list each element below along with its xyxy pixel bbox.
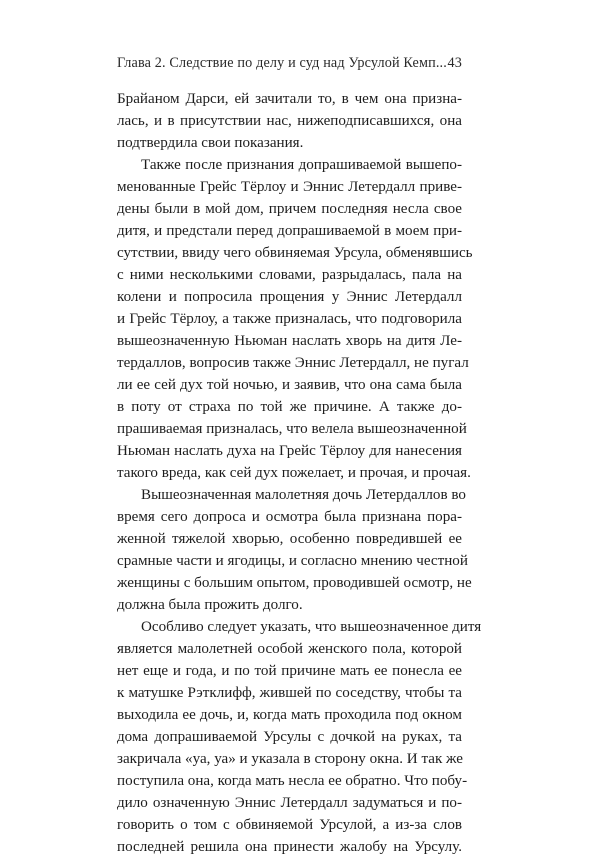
text-line: время сего допроса и осмотра была признана пора- [117,509,462,525]
running-head [117,53,462,73]
paragraph-4 [117,616,482,858]
text-line: к матушке Рэтклифф, жившей по соседству, чтобы та [117,685,462,701]
text-line: поступила она, когда мать несла ее обратно. Что побу- [117,773,468,789]
text-line: ли ее сей дух той ночью, и заявив, что она сама была [117,377,462,393]
text-line: срамные части и ягодицы, и согласно мнению честной [117,553,468,569]
text-line: вышеозначенную Ньюман наслать хворь на дитя Ле- [117,333,462,349]
text-line: дома допрашиваемой Урсулы с дочкой на руках, та [117,729,462,745]
body-text [117,88,482,858]
paragraph-3 [117,484,472,616]
page-number: 43 [447,55,462,71]
text-line: является малолетней особой женского пола, которой [117,641,462,657]
text-line: менованные Грейс Тёрлоу и Эннис Летердалл приве- [117,179,462,195]
text-line: Брайаном Дарси, ей зачитали то, в чем она призна- [117,91,462,107]
text-line: подтвердила свои показания. [117,135,304,151]
paragraph-2 [117,154,473,484]
paragraph-1 [117,88,462,154]
text-line: с ними несколькими словами, разрыдалась, пала на [117,267,462,283]
text-line: выходила ее дочь, и, когда мать проходила под окном [117,707,462,723]
chapter-title: Глава 2. Следствие по делу и суд над Урсулой Кемп... [117,55,447,71]
text-line: такого вреда, как сей дух пожелает, и прочая, и прочая. [117,465,471,481]
text-line: прашиваемая призналась, что велела вышеозначенной [117,421,467,437]
text-line: дило означенную Эннис Летердалл задуматься и по- [117,795,462,811]
text-line: Особливо следует указать, что вышеозначенное дитя [141,619,482,635]
text-line: тердаллов, вопросив также Эннис Летердалл, не пугал [117,355,469,371]
text-line: закричала «уа, уа» и указала в сторону окна. И так же [117,751,463,767]
text-line: сутствии, ввиду чего обвиняемая Урсула, обменявшись [117,245,473,261]
text-line: женщины с большим опытом, проводившей осмотр, не [117,575,472,591]
text-line: дитя, и предстали перед допрашиваемой в моем при- [117,223,462,239]
text-line: колени и попросила прощения у Эннис Летердалл [117,289,462,305]
text-line: Ньюман наслать духа на Грейс Тёрлоу для нанесения [117,443,462,459]
text-line: в поту от страха по той же причине. А также до- [117,399,462,415]
text-line: Также после признания допрашиваемой вышепо- [141,157,462,173]
text-line: лась, и в присутствии нас, нижеподписавшихся, она [117,113,462,129]
text-line: нет еще и года, и по той причине мать ее понесла ее [117,663,462,679]
text-line: и Грейс Тёрлоу, а также призналась, что подговорила [117,311,462,327]
text-line: говорить о том с обвиняемой Урсулой, а из-за слов [117,817,462,833]
text-line: женной тяжелой хворью, особенно повредившей ее [117,531,462,547]
text-line: дены были в мой дом, причем последняя несла свое [117,201,462,217]
text-line: последней решила она принести жалобу на Урсулу. [117,839,462,855]
text-line: Вышеозначенная малолетняя дочь Летердаллов во [141,487,466,503]
text-line: должна была прожить долго. [117,597,303,613]
